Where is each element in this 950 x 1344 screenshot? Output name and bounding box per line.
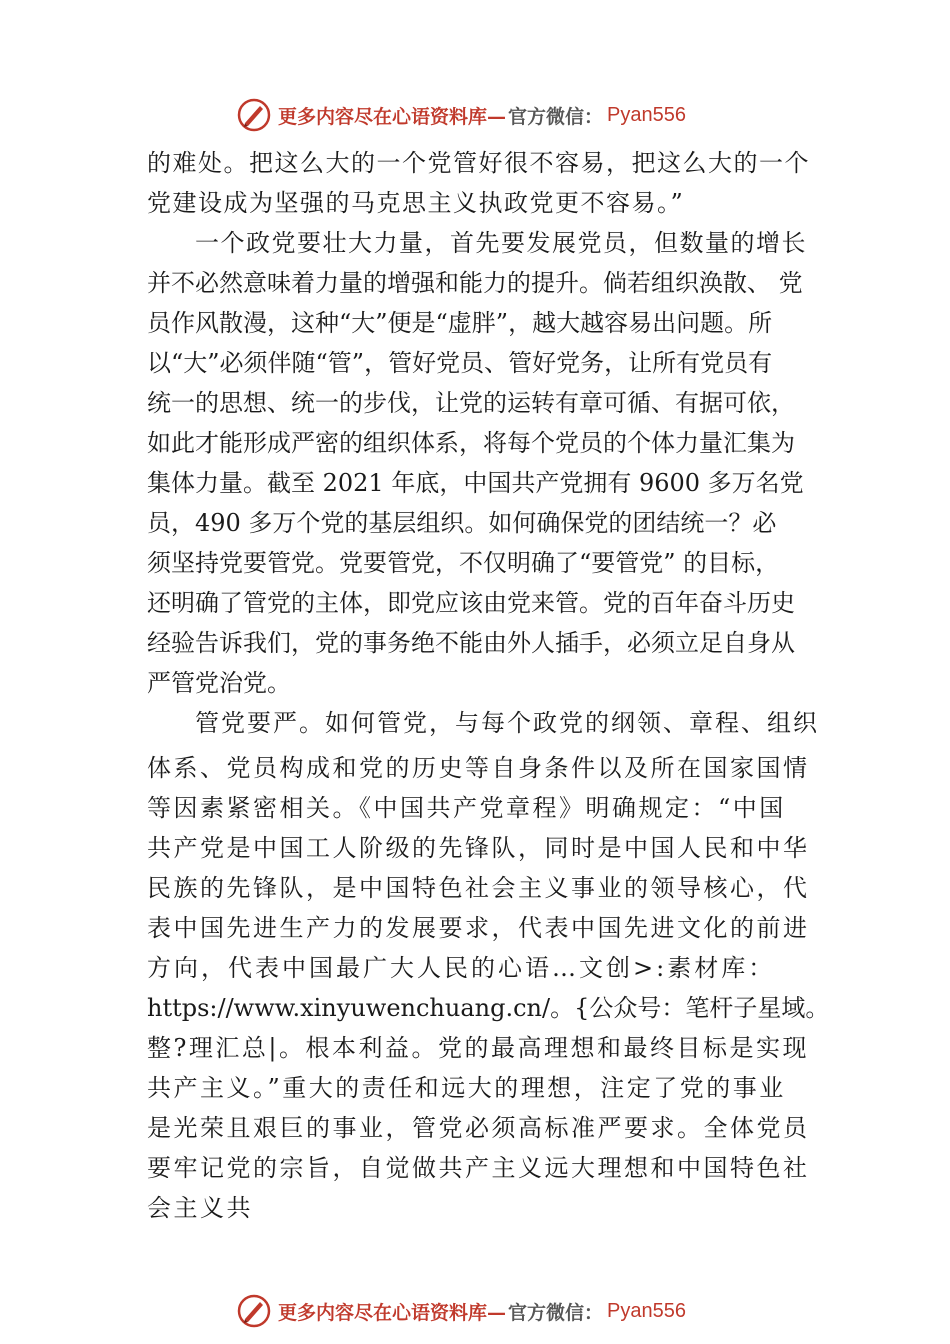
text-line: 共产主义。”重大的责任和远大的理想，注定了党的事业 bbox=[147, 1074, 786, 1102]
text-line: 经验告诉我们，党的事务绝不能由外人插手，必须立足自身从 bbox=[147, 629, 795, 657]
text-line: https://www.xinyuwenchuang.cn/。{公众号：笔杆子星域。 bbox=[147, 994, 830, 1022]
text-line: 的难处。把这么大的一个党管好很不容易，把这么大的一个 bbox=[147, 149, 810, 177]
text-line: 整?理汇总|。根本利益。党的最高理想和最终目标是实现 bbox=[147, 1034, 809, 1062]
text-line: 体系、党员构成和党的历史等自身条件以及所在国家国情 bbox=[147, 754, 810, 782]
banner-text: 更多内容尽在心语资料库— bbox=[278, 105, 507, 128]
header-banner bbox=[236, 95, 686, 135]
text-line: 须坚持党要管党。党要管党，不仅明确了“要管党” 的目标， bbox=[147, 549, 780, 577]
text-line: 会主义共 bbox=[147, 1194, 253, 1222]
text-line: 严管党治党。 bbox=[147, 669, 291, 697]
text-line: 统一的思想、统一的步伐，让党的运转有章可循、有据可依， bbox=[147, 389, 795, 417]
text-line: 方向，代表中国最广大人民的心语…文创>:素材库： bbox=[147, 954, 776, 982]
text-line: 共产党是中国工人阶级的先锋队，同时是中国人民和中华 bbox=[147, 834, 810, 862]
text-line: 等因素紧密相关。《中国共产党章程》明确规定：“中国 bbox=[147, 794, 786, 822]
banner-label: 官方微信： bbox=[508, 1301, 604, 1324]
text-line: 集体力量。截至 2021 年底，中国共产党拥有 9600 多万名党 bbox=[147, 469, 804, 497]
text-line: 是光荣且艰巨的事业，管党必须高标准严要求。全体党员 bbox=[147, 1114, 810, 1142]
banner-text: 更多内容尽在心语资料库— bbox=[278, 1301, 507, 1324]
text-line: 如此才能形成严密的组织体系，将每个党员的个体力量汇集为 bbox=[147, 429, 795, 457]
text-line: 员作风散漫，这种“大”便是“虚胖”，越大越容易出问题。所 bbox=[147, 309, 773, 337]
text-line: 管党要严。如何管党，与每个政党的纲领、章程、组织 bbox=[195, 709, 819, 737]
text-line: 员，490 多万个党的基层组织。如何确保党的团结统一？必 bbox=[147, 509, 777, 537]
footer-banner bbox=[236, 1291, 686, 1331]
text-line: 党建设成为坚强的马克思主义执政党更不容易。” bbox=[147, 189, 685, 217]
banner-wechat-id: Pyan556 bbox=[607, 103, 686, 126]
pen-logo-icon bbox=[236, 1293, 272, 1329]
text-line: 一个政党要壮大力量，首先要发展党员，但数量的增长 bbox=[195, 229, 807, 257]
text-line: 要牢记党的宗旨，自觉做共产主义远大理想和中国特色社 bbox=[147, 1154, 810, 1182]
text-line: 表中国先进生产力的发展要求，代表中国先进文化的前进 bbox=[147, 914, 810, 942]
text-line: 以“大”必须伴随“管”，管好党员、管好党务，让所有党员有 bbox=[147, 349, 773, 377]
banner-label: 官方微信： bbox=[508, 105, 604, 128]
pen-logo-icon bbox=[236, 97, 272, 133]
text-line: 并不必然意味着力量的增强和能力的提升。倘若组织涣散、 党 bbox=[147, 269, 803, 297]
text-line: 民族的先锋队，是中国特色社会主义事业的领导核心，代 bbox=[147, 874, 810, 902]
banner-wechat-id: Pyan556 bbox=[607, 1299, 686, 1322]
text-line: 还明确了管党的主体，即党应该由党来管。党的百年奋斗历史 bbox=[147, 589, 795, 617]
